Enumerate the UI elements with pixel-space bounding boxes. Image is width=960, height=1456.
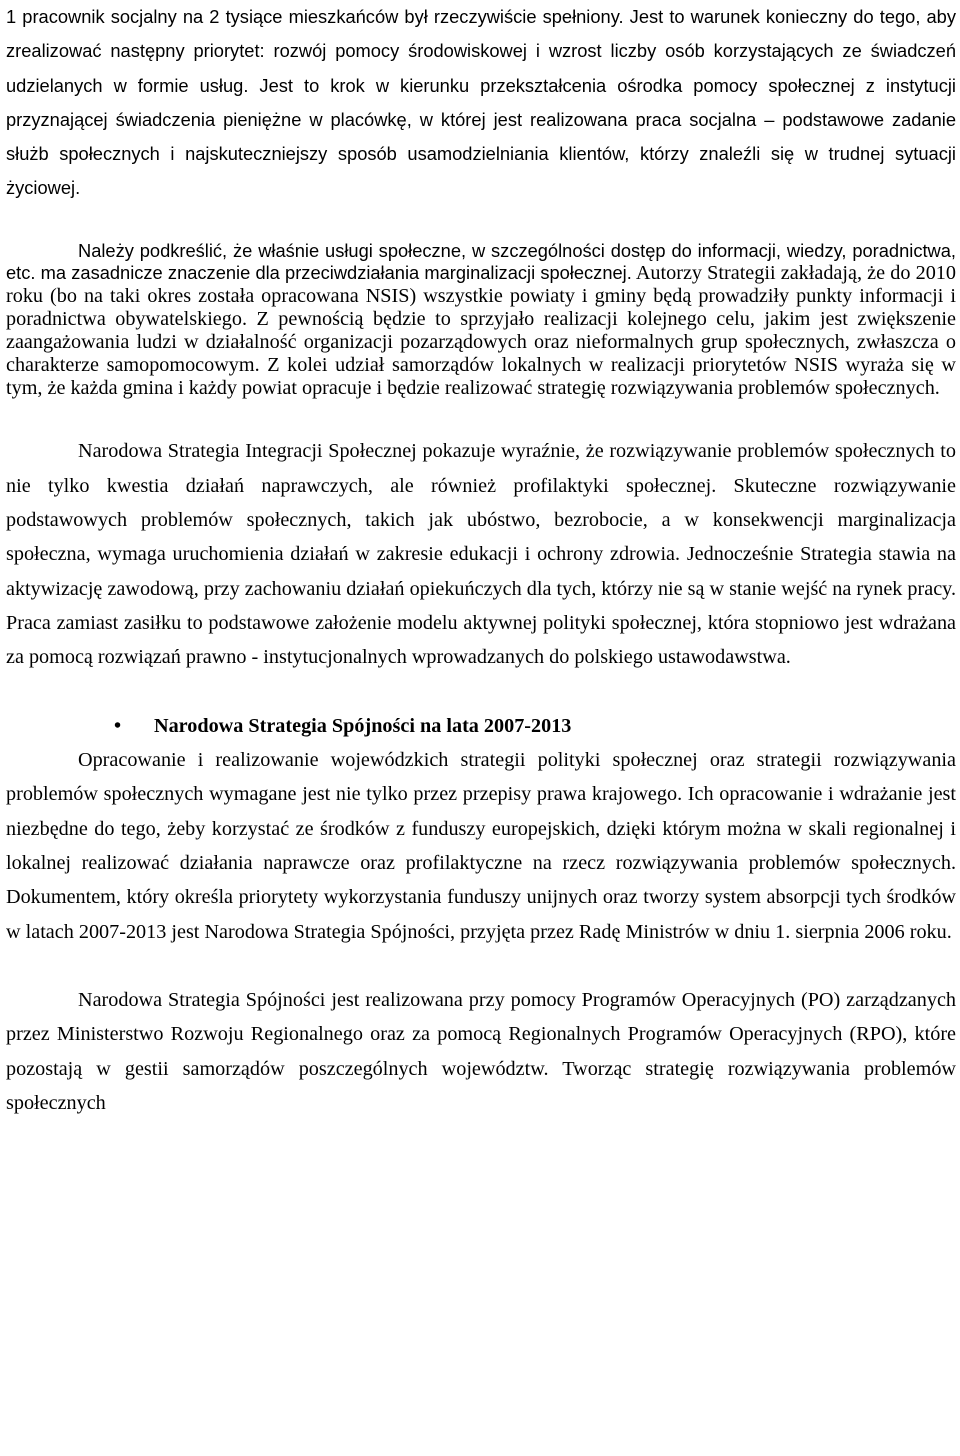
paragraph-nsis: Narodowa Strategia Integracji Społecznej pokazuje wyraźnie, że rozwiązywanie problemów społecznych to nie tylko kwestia działań naprawczych, ale również profilaktyki społecznej. Skuteczne rozwiązywanie podstawowych problemów społecznych, takich jak ubóstwo, bezrobocie, a w konsekwencji marginalizacja społeczna, wymaga uruchomienia działań w zakresie edukacji i ochrony zdrowia. Jednocześnie Strategia stawia na aktywizację zawodową, przy zachowaniu działań opiekuńczych dla tych, którzy nie są w stanie wejść na rynek pracy. Praca zamiast zasiłku to podstawowe założenie modelu aktywnej polityki społecznej, która stopniowo jest wdrażana za pomocą rozwiązań prawno - instytucjonalnych wprowadzanych do polskiego ustawodawstwa. [6, 440, 956, 669]
section-heading [6, 709, 956, 743]
paragraph-continuation: 1 pracownik socjalny na 2 tysiące mieszkańców był rzeczywiście spełniony. Jest to warunek konieczny do tego, aby zrealizować następny priorytet: rozwój pomocy środowiskowej i wzrost liczby osób korzystających ze świadczeń udzielanych w formie usług. Jest to krok w kierunku przekształcenia ośrodka pomocy społecznej z instytucji przyznającej świadczenia pieniężne w placówkę, w której jest realizowana praca socjalna – podstawowe zadanie służb społecznych i najskuteczniejszy sposób usamodzielniania klientów, którzy znaleźli się w trudnej sytuacji życiowej. [6, 6, 956, 199]
paragraph-services [6, 240, 956, 400]
paragraph-programs: Narodowa Strategia Spójności jest realizowana przy pomocy Programów Operacyjnych (PO) zarządzanych przez Ministerstwo Rozwoju Regionalnego oraz za pomocą Regionalnych Programów Operacyjnych (RPO), które pozostają w gestii samorządów poszczególnych województw. Tworząc strategię rozwiązywania problemów społecznych [6, 989, 956, 1115]
section-heading-text: Narodowa Strategia Spójności na lata 2007-2013 [154, 714, 572, 737]
document-page [6, 0, 956, 1120]
paragraph-services-sans-text: Należy podkreślić, że właśnie usługi społeczne, w szczególności dostęp do informacji, wiedzy, poradnictwa, etc. ma zasadnicze znaczenie dla przeciwdziałania marginalizacji społecznej. [6, 240, 956, 284]
paragraph-nss: Opracowanie i realizowanie wojewódzkich strategii polityki społecznej oraz strategii rozwiązywania problemów społecznych wymagane jest nie tylko przez przepisy prawa krajowego. Ich opracowanie i wdrażanie jest niezbędne do tego, żeby korzystać ze środków z funduszy europejskich, dzięki którym można w skali regionalnej i lokalnej realizować działania naprawcze oraz profilaktyczne na rzecz rozwiązywania problemów społecznych. Dokumentem, który określa priorytety wykorzystania funduszy unijnych oraz tworzy system absorpcji tych środków w latach 2007-2013 jest Narodowa Strategia Spójności, przyjęta przez Radę Ministrów w dniu 1. sierpnia 2006 roku. [6, 749, 956, 943]
paragraph-gap [6, 674, 956, 708]
paragraph-gap [6, 206, 956, 240]
paragraph-gap [6, 400, 956, 434]
paragraph-services-serif-text: Autorzy Strategii zakładają, że do 2010 roku (bo na taki okres została opracowana NSIS) wszystkie powiaty i gminy będą prowadziły punkty informacji i poradnictwa obywatelskiego. Z pewnością będzie to sprzyjało realizacji kolejnego celu, jakim jest zwiększenie zaangażowania ludzi w działalność organizacji pozarządowych oraz nieformalnych grup społecznych, zwłaszcza o charakterze samopomocowym. Z kolei udział samorządów lokalnych w realizacji priorytetów NSIS wyraża się w tym, że każda gmina i każdy powiat opracuje i będzie realizować strategię rozwiązywania problemów społecznych. [6, 262, 956, 400]
bullet-icon: • [114, 714, 122, 737]
paragraph-gap [6, 949, 956, 983]
